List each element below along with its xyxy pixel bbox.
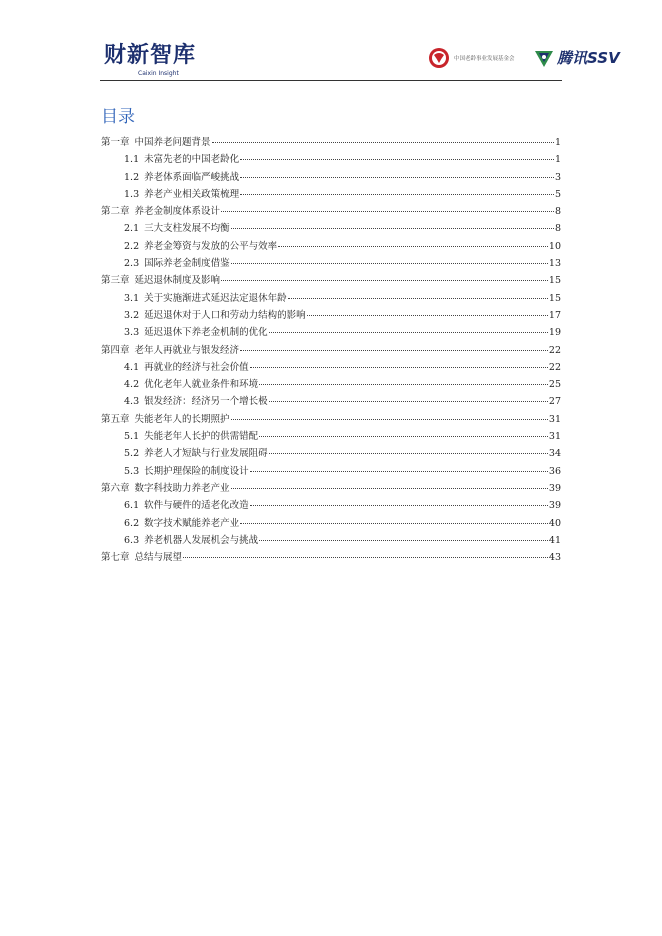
caixin-logo: 财新智库 xyxy=(104,43,197,68)
toc-page-number: 13 xyxy=(548,258,561,270)
toc-entry-number: 5.2 xyxy=(124,448,140,460)
toc-entry-label xyxy=(124,359,249,376)
toc-title: 目录 xyxy=(101,107,135,127)
toc-entry-label xyxy=(124,428,258,445)
toc-section-entry[interactable] xyxy=(101,169,561,186)
toc-entry-number: 2.2 xyxy=(124,240,140,252)
toc-entry-label xyxy=(101,549,182,566)
toc-page-number: 17 xyxy=(548,309,561,321)
toc-chapter-entry[interactable] xyxy=(101,480,561,497)
table-of-contents xyxy=(101,134,561,566)
toc-dot-leader xyxy=(259,539,548,541)
toc-dot-leader xyxy=(240,193,554,195)
toc-entry-text: 养老体系面临严峻挑战 xyxy=(144,171,240,183)
toc-entry-label xyxy=(124,376,258,393)
toc-entry-label xyxy=(124,238,277,255)
toc-page-number: 22 xyxy=(548,361,561,373)
toc-section-entry[interactable] xyxy=(101,324,561,341)
tencent-ssv-logo-icon xyxy=(534,48,554,68)
foundation-name: 中国老龄事业发展基金会 xyxy=(454,56,515,62)
toc-section-entry[interactable] xyxy=(101,497,561,514)
toc-entry-text: 延迟退休下养老金机制的优化 xyxy=(144,327,268,339)
toc-dot-leader xyxy=(307,314,548,316)
toc-section-entry[interactable] xyxy=(101,255,561,272)
toc-entry-text: 关于实施渐进式延迟法定退休年龄 xyxy=(144,292,287,304)
toc-dot-leader xyxy=(259,435,548,437)
toc-entry-text: 未富先老的中国老龄化 xyxy=(144,154,240,166)
toc-page-number: 8 xyxy=(554,223,561,235)
toc-entry-number: 第六章 xyxy=(101,482,130,494)
toc-entry-label xyxy=(124,324,268,341)
toc-entry-label xyxy=(124,290,287,307)
toc-entry-number: 第三章 xyxy=(101,275,130,287)
toc-section-entry[interactable] xyxy=(101,307,561,324)
toc-entry-label xyxy=(124,515,239,532)
toc-entry-number: 第四章 xyxy=(101,344,130,356)
toc-chapter-entry[interactable] xyxy=(101,411,561,428)
toc-entry-number: 2.1 xyxy=(124,223,140,235)
toc-section-entry[interactable] xyxy=(101,359,561,376)
toc-entry-text: 三大支柱发展不均衡 xyxy=(144,223,230,235)
toc-page-number: 31 xyxy=(548,431,561,443)
toc-entry-label xyxy=(101,480,230,497)
toc-entry-text: 失能老年人的长期照护 xyxy=(134,413,230,425)
toc-entry-number: 1.3 xyxy=(124,188,140,200)
toc-entry-number: 3.2 xyxy=(124,309,140,321)
toc-entry-label xyxy=(124,255,230,272)
toc-entry-number: 3.3 xyxy=(124,327,140,339)
toc-entry-label xyxy=(101,342,239,359)
toc-entry-text: 数字科技助力养老产业 xyxy=(134,482,230,494)
toc-chapter-entry[interactable] xyxy=(101,272,561,289)
toc-page-number: 41 xyxy=(548,534,561,546)
toc-entry-label xyxy=(101,203,220,220)
toc-dot-leader xyxy=(259,383,548,385)
toc-section-entry[interactable] xyxy=(101,428,561,445)
toc-section-entry[interactable] xyxy=(101,515,561,532)
toc-entry-label xyxy=(124,532,258,549)
toc-page-number: 39 xyxy=(548,500,561,512)
toc-entry-number: 4.2 xyxy=(124,379,140,391)
toc-entry-text: 数字技术赋能养老产业 xyxy=(144,517,240,529)
toc-entry-number: 第五章 xyxy=(101,413,130,425)
toc-page-number: 34 xyxy=(548,448,561,460)
toc-page-number: 27 xyxy=(548,396,561,408)
toc-entry-text: 老年人再就业与银发经济 xyxy=(134,344,240,356)
toc-chapter-entry[interactable] xyxy=(101,342,561,359)
toc-section-entry[interactable] xyxy=(101,290,561,307)
toc-dot-leader xyxy=(221,279,548,281)
toc-page-number: 36 xyxy=(548,465,561,477)
toc-section-entry[interactable] xyxy=(101,393,561,410)
toc-entry-text: 中国养老问题背景 xyxy=(134,137,211,148)
toc-chapter-entry[interactable] xyxy=(101,134,561,151)
toc-entry-number: 1.2 xyxy=(124,171,140,183)
toc-section-entry[interactable] xyxy=(101,445,561,462)
toc-dot-leader xyxy=(269,331,548,333)
toc-entry-number: 5.3 xyxy=(124,465,140,477)
toc-section-entry[interactable] xyxy=(101,238,561,255)
toc-chapter-entry[interactable] xyxy=(101,203,561,220)
toc-entry-label xyxy=(101,134,211,151)
toc-dot-leader xyxy=(278,245,548,247)
toc-page-number: 3 xyxy=(554,171,561,183)
toc-dot-leader xyxy=(288,297,548,299)
toc-entry-label xyxy=(124,393,268,410)
toc-section-entry[interactable] xyxy=(101,463,561,480)
caixin-logo-subtitle: Caixin Insight xyxy=(138,70,179,77)
toc-dot-leader xyxy=(269,400,548,402)
toc-entry-text: 延迟退休制度及影响 xyxy=(134,275,221,287)
toc-dot-leader xyxy=(231,227,554,229)
toc-entry-label xyxy=(124,463,249,480)
toc-entry-number: 3.1 xyxy=(124,292,140,304)
toc-entry-text: 银发经济：经济另一个增长极 xyxy=(144,396,268,408)
toc-dot-leader xyxy=(269,452,548,454)
toc-entry-text: 养老金制度体系设计 xyxy=(134,206,221,218)
toc-dot-leader xyxy=(231,487,548,489)
toc-entry-number: 5.1 xyxy=(124,431,140,443)
toc-entry-label xyxy=(124,497,249,514)
toc-entry-text: 养老人才短缺与行业发展阻碍 xyxy=(144,448,268,460)
toc-section-entry[interactable] xyxy=(101,186,561,203)
toc-dot-leader xyxy=(231,418,548,420)
toc-dot-leader xyxy=(240,158,554,160)
toc-entry-label xyxy=(101,411,230,428)
toc-entry-text: 国际养老金制度借鉴 xyxy=(144,258,230,270)
toc-entry-label xyxy=(124,186,239,203)
header-divider xyxy=(100,80,562,81)
toc-page-number: 25 xyxy=(548,379,561,391)
toc-entry-label xyxy=(124,151,239,168)
toc-entry-text: 养老产业相关政策梳理 xyxy=(144,188,240,200)
toc-entry-label xyxy=(124,220,230,237)
toc-section-entry[interactable] xyxy=(101,376,561,393)
toc-page-number: 39 xyxy=(548,482,561,494)
toc-entry-text: 失能老年人长护的供需错配 xyxy=(144,431,259,443)
toc-entry-label xyxy=(124,307,306,324)
toc-entry-text: 延迟退休对于人口和劳动力结构的影响 xyxy=(144,309,306,321)
toc-page-number: 10 xyxy=(548,240,561,252)
toc-entry-text: 再就业的经济与社会价值 xyxy=(144,361,249,373)
toc-dot-leader xyxy=(250,470,548,472)
toc-page-number: 5 xyxy=(554,188,561,200)
toc-page-number: 15 xyxy=(548,292,561,304)
toc-entry-text: 总结与展望 xyxy=(134,552,183,564)
toc-page-number: 1 xyxy=(554,137,561,148)
toc-dot-leader xyxy=(240,349,548,351)
toc-page-number: 8 xyxy=(554,206,561,218)
toc-dot-leader xyxy=(231,262,548,264)
toc-chapter-entry[interactable] xyxy=(101,549,561,566)
toc-entry-number: 6.3 xyxy=(124,534,140,546)
toc-section-entry[interactable] xyxy=(101,532,561,549)
toc-entry-text: 优化老年人就业条件和环境 xyxy=(144,379,259,391)
toc-entry-label xyxy=(101,272,220,289)
toc-dot-leader xyxy=(250,504,548,506)
toc-dot-leader xyxy=(250,366,548,368)
toc-dot-leader xyxy=(240,176,554,178)
toc-page-number: 22 xyxy=(548,344,561,356)
toc-entry-text: 软件与硬件的适老化改造 xyxy=(144,500,249,512)
toc-page-number: 15 xyxy=(548,275,561,287)
toc-entry-text: 养老机器人发展机会与挑战 xyxy=(144,534,259,546)
toc-entry-number: 第一章 xyxy=(101,137,130,148)
toc-entry-number: 6.1 xyxy=(124,500,140,512)
toc-entry-number: 4.3 xyxy=(124,396,140,408)
toc-page-number: 43 xyxy=(548,552,561,564)
toc-entry-number: 2.3 xyxy=(124,258,140,270)
toc-entry-label xyxy=(124,445,268,462)
toc-entry-text: 养老金筹资与发放的公平与效率 xyxy=(144,240,278,252)
toc-section-entry[interactable] xyxy=(101,220,561,237)
toc-entry-number: 第二章 xyxy=(101,206,130,218)
toc-entry-number: 第七章 xyxy=(101,552,130,564)
toc-entry-number: 4.1 xyxy=(124,361,140,373)
toc-page-number: 1 xyxy=(554,154,561,166)
toc-entry-number: 1.1 xyxy=(124,154,140,166)
toc-dot-leader xyxy=(183,556,548,558)
toc-page-number: 40 xyxy=(548,517,561,529)
toc-entry-number: 6.2 xyxy=(124,517,140,529)
tencent-ssv-logo-text: 腾讯SSV xyxy=(557,49,620,67)
toc-dot-leader xyxy=(240,522,548,524)
foundation-seal-icon xyxy=(428,47,450,69)
toc-section-entry[interactable] xyxy=(101,151,561,168)
toc-dot-leader xyxy=(221,210,554,212)
page-header xyxy=(0,0,662,80)
toc-page-number: 19 xyxy=(548,327,561,339)
toc-dot-leader xyxy=(212,141,554,143)
toc-entry-label xyxy=(124,169,239,186)
toc-entry-text: 长期护理保险的制度设计 xyxy=(144,465,249,477)
toc-page-number: 31 xyxy=(548,413,561,425)
